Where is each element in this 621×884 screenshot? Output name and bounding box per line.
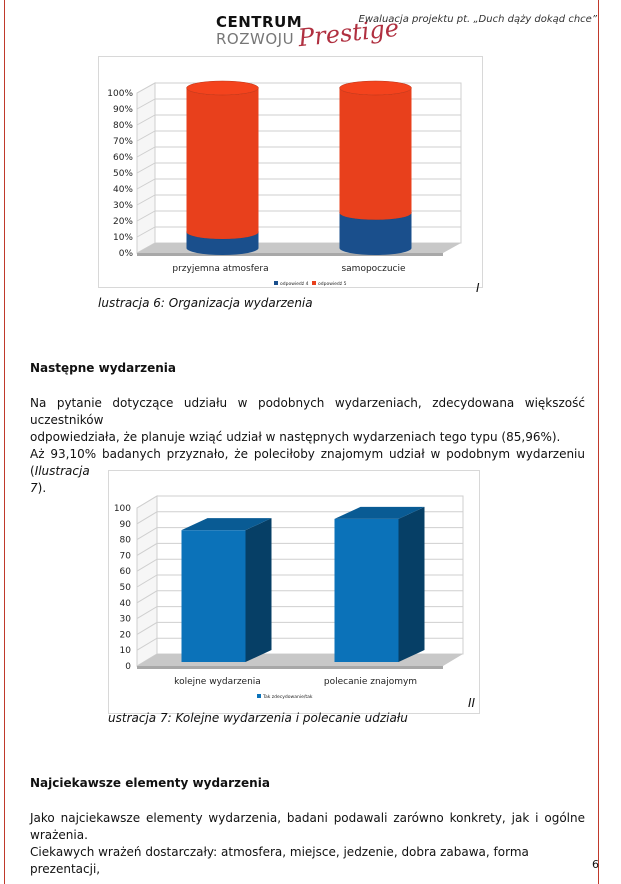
- chart2-bar-side-1: [399, 507, 425, 662]
- chart2-y-tick-label: 40: [119, 598, 131, 609]
- chart2-y-tick-label: 100: [113, 504, 131, 514]
- chart2-y-tick-label: 90: [119, 519, 131, 530]
- chart2-y-tick-label: 30: [119, 614, 131, 625]
- chart2-y-tick-label: 50: [119, 583, 131, 593]
- chart2-y-tick-label: 20: [119, 630, 131, 641]
- section2-paragraph: [30, 810, 585, 878]
- chart2-y-tick-label: 0: [125, 662, 131, 672]
- company-logo: [216, 13, 401, 53]
- chart1-svg: [99, 57, 484, 289]
- chart1-caption: lustracja 6: Organizacja wydarzenia: [98, 296, 313, 310]
- chart2-caption: ustracja 7: Kolejne wydarzenia i polecanie udziału: [108, 711, 408, 725]
- section1-heading: Następne wydarzenia: [30, 361, 176, 375]
- chart1-y-tick-label: 20%: [112, 217, 133, 227]
- chart1-roman: I: [476, 281, 480, 295]
- chart1-y-tick-label: 90%: [112, 105, 133, 115]
- chart1-y-tick-label: 100%: [107, 89, 133, 99]
- chart2-y-tick-label: 10: [119, 646, 131, 657]
- section1-line4-italic: 7: [30, 481, 38, 495]
- chart2-floor-edge: [137, 666, 443, 669]
- chart1-y-tick-label: 60%: [112, 153, 133, 163]
- chart1-y-tick-label: 0%: [118, 249, 133, 259]
- chart2-bar-front-1: [335, 519, 399, 662]
- chart1-y-tick-label: 30%: [112, 201, 133, 211]
- chart1-category-label: przyjemna atmosfera: [172, 264, 269, 274]
- left-margin-line: [4, 0, 5, 884]
- chart2-y-tick-label: 60: [119, 567, 131, 578]
- chart2-category-label: kolejne wydarzenia: [174, 677, 261, 687]
- logo-line1: CENTRUM: [216, 13, 303, 31]
- chart2-y-tick-label: 80: [119, 535, 131, 546]
- chart2-frame: [108, 470, 480, 714]
- logo-script: Prestige: [296, 13, 401, 53]
- section1-line1: Na pytanie dotyczące udziału w podobnych wydarzeniach, zdecydowana większość uczestników: [30, 396, 585, 427]
- chart2-roman: II: [468, 696, 476, 710]
- chart1-frame: [98, 56, 483, 288]
- chart1-y-tick-label: 70%: [112, 137, 133, 147]
- page-number: 6: [592, 858, 599, 871]
- section1-line3-italic: Ilustracja: [34, 464, 90, 478]
- section2-line2: Ciekawych wrażeń dostarczały: atmosfera, miejsce, jedzenie, dobra zabawa, forma prezentacji,: [30, 845, 529, 876]
- chart1-category-label: samopoczucie: [341, 264, 406, 274]
- chart2-y-tick-label: 70: [119, 551, 131, 562]
- section1-line4-text: ).: [37, 481, 47, 495]
- chart1-floor: [137, 243, 461, 253]
- chart1-legend-label: odpowiedź 4: [280, 282, 309, 287]
- section2-line1: Jako najciekawsze elementy wydarzenia, badani podawali zarówno konkrety, jak i ogólne wrażenia.: [30, 811, 585, 842]
- chart2-legend-swatch: [257, 694, 261, 698]
- chart1-y-tick-label: 80%: [112, 121, 133, 131]
- section1-line3-text: Aż 93,10% badanych przyznało, że poleciłoby znajomym udział w podobnym wydarzeniu (: [30, 447, 585, 478]
- chart2-svg: [109, 471, 481, 715]
- right-margin-line: [598, 0, 599, 884]
- chart1-legend-swatch: [312, 281, 316, 285]
- chart1-legend-swatch: [274, 281, 278, 285]
- chart1-y-tick-label: 50%: [112, 169, 133, 179]
- section1-line2: odpowiedziała, że planuje wziąć udział w następnych wydarzeniach tego typu (85,96%).: [30, 430, 561, 444]
- chart1-bar-1-0: [187, 88, 259, 239]
- chart1-bar-cap-1-1: [340, 81, 412, 95]
- header-title: Ewaluacja projektu pt. „Duch dąży dokąd chce”: [358, 14, 597, 25]
- chart2-bar-side-0: [246, 518, 272, 662]
- chart2-category-label: polecanie znajomym: [323, 677, 418, 687]
- chart1-legend-label: odpowiedź 5: [318, 282, 347, 287]
- chart1-y-tick-label: 10%: [112, 233, 133, 243]
- chart1-bar-cap-1-0: [187, 81, 259, 95]
- section2-heading: Najciekawsze elementy wydarzenia: [30, 776, 270, 790]
- chart1-bar-1-1: [340, 88, 412, 220]
- logo-line2: ROZWOJU: [216, 30, 295, 48]
- chart1-y-tick-label: 40%: [112, 185, 133, 195]
- chart2-legend-label: Tak zdecydowanie/tak: [263, 695, 313, 700]
- chart2-bar-front-0: [182, 530, 246, 662]
